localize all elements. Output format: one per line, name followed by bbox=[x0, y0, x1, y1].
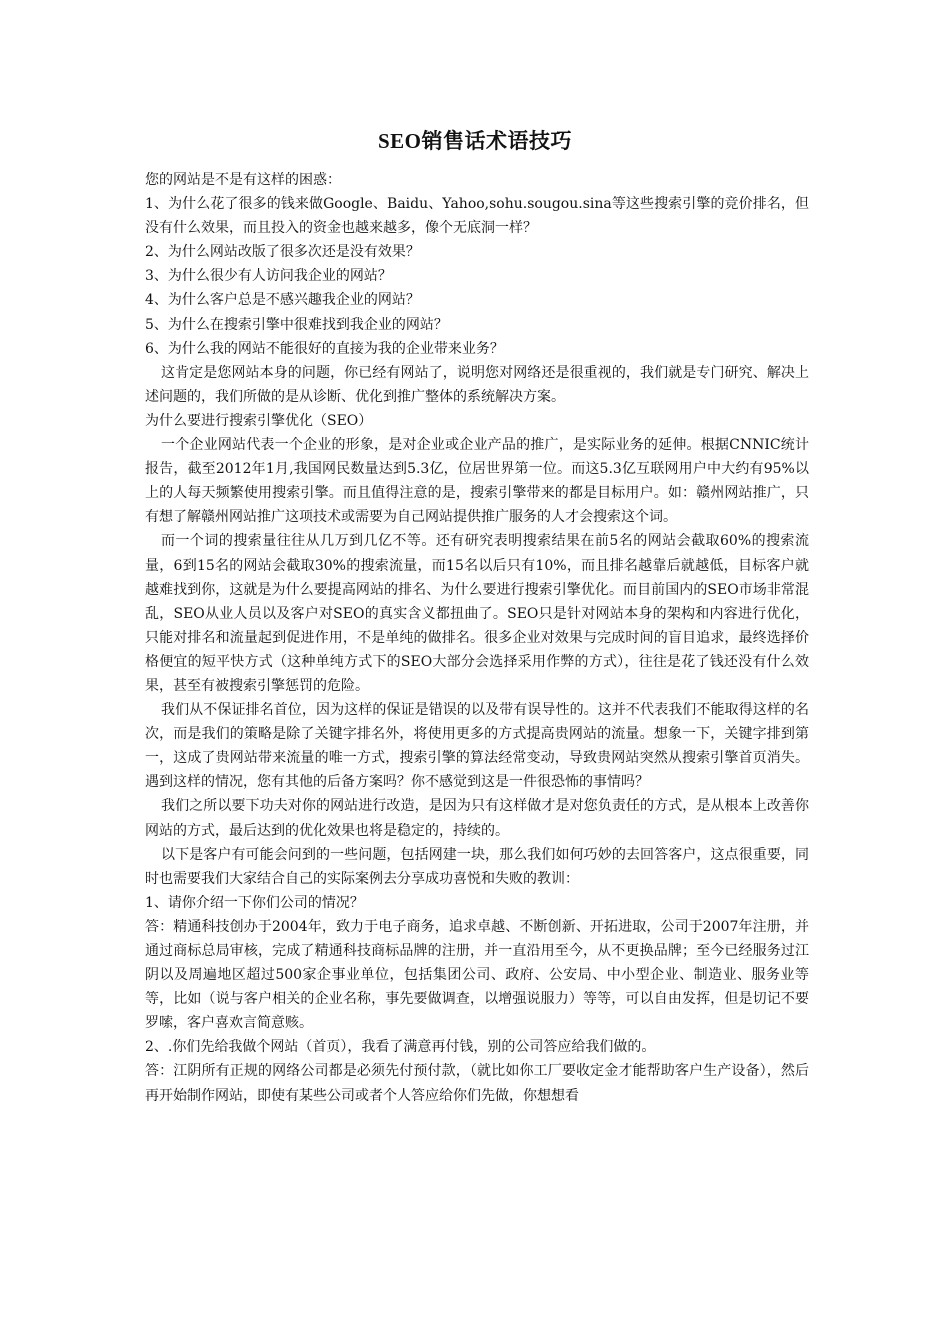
paragraph: 以下是客户有可能会问到的一些问题，包括网建一块，那么我们如何巧妙的去回答客户，这点很重要，同时也需要我们大家结合自己的实际案例去分享成功喜悦和失败的教训： bbox=[145, 846, 809, 887]
paragraph: 为什么要进行搜索引擎优化（SEO） bbox=[145, 412, 373, 429]
paragraph: 答：精通科技创办于2004年，致力于电子商务，追求卓越、不断创新、开拓进取，公司于2007年注册，并通过商标总局审核，完成了精通科技商标品牌的注册，并一直沿用至今，从不更换品牌；至今已经服务过江阴以及周遍地区超过500家企事业单位，包括集团公司、政府、公安局、中小型企业、制造业、服务业等等，比如（说与客户相关的企业名称，事先要做调查，以增强说服力）等等，可以自由发挥，但是切记不要罗嗦，客户喜欢言简意赅。 bbox=[145, 918, 809, 1032]
paragraph: 3、为什么很少有人访问我企业的网站？ bbox=[145, 268, 392, 285]
paragraph: 4、为什么客户总是不感兴趣我企业的网站？ bbox=[145, 292, 420, 309]
paragraph: 5、为什么在搜索引擎中很难找到我企业的网站？ bbox=[145, 316, 448, 333]
paragraph: 1、请你介绍一下你们公司的情况？ bbox=[145, 894, 364, 911]
paragraph: 6、为什么我的网站不能很好的直接为我的企业带来业务？ bbox=[145, 340, 504, 357]
paragraph: 2、.你们先给我做个网站（首页），我看了满意再付钱，别的公司答应给我们做的。 bbox=[145, 1039, 656, 1056]
paragraph: 您的网站是不是有这样的困惑： bbox=[145, 172, 341, 188]
document-body bbox=[145, 168, 809, 1108]
document-title: SEO销售话术语技巧 bbox=[377, 129, 573, 153]
paragraph: 一个企业网站代表一个企业的形象，是对企业或企业产品的推广，是实际业务的延伸。根据CNNIC统计报告，截至2012年1月,我国网民数量达到5.3亿，位居世界第一位。而这5.3亿互联网用户中大约有95%以上的人每天频繁使用搜索引擎。而且值得注意的是，搜索引擎带来的都是目标用户。如：赣州网站推广，只有想了解赣州网站推广这项技术或需要为自己网站提供推广服务的人才会搜索这个词。 bbox=[145, 437, 809, 526]
paragraph: 这肯定是您网站本身的问题，你已经有网站了，说明您对网络还是很重视的，我们就是专门研究、解决上述问题的，我们所做的是从诊断、优化到推广整体的系统解决方案。 bbox=[145, 364, 809, 405]
paragraph: 我们之所以要下功夫对你的网站进行改造，是因为只有这样做才是对您负责任的方式，是从根本上改善你网站的方式，最后达到的优化效果也将是稳定的，持续的。 bbox=[145, 798, 809, 839]
paragraph: 1、为什么花了很多的钱来做Google、Baidu、Yahoo,sohu.sougou.sina等这些搜索引擎的竞价排名，但没有什么效果，而且投入的资金也越来越多，像个无底洞一样？ bbox=[145, 196, 809, 237]
paragraph: 答：江阴所有正规的网络公司都是必须先付预付款，（就比如你工厂要收定金才能帮助客户生产设备），然后再开始制作网站，即使有某些公司或者个人答应给你们先做，你想想看 bbox=[145, 1063, 809, 1104]
paragraph: 我们从不保证排名首位，因为这样的保证是错误的以及带有误导性的。这并不代表我们不能取得这样的名次，而是我们的策略是除了关键字排名外，将使用更多的方式提高贵网站的流量。想象一下，关键字排到第一，这成了贵网站带来流量的唯一方式，搜索引擎的算法经常变动，导致贵网站突然从搜索引擎首页消失。遇到这样的情况，您有其他的后备方案吗？你不感觉到这是一件很恐怖的事情吗？ bbox=[145, 702, 809, 791]
paragraph: 2、为什么网站改版了很多次还是没有效果？ bbox=[145, 244, 420, 261]
paragraph: 而一个词的搜索量往往从几万到几亿不等。还有研究表明搜索结果在前5名的网站会截取60%的搜索流量，6到15名的网站会截取30%的搜索流量，而15名以后只有10%，而且排名越靠后就越低，目标客户就越难找到你，这就是为什么要提高网站的排名、为什么要进行搜索引擎优化。而目前国内的SEO市场非常混乱，SEO从业人员以及客户对SEO的真实含义都扭曲了。SEO只是针对网站本身的架构和内容进行优化，只能对排名和流量起到促进作用，不是单纯的做排名。很多企业对效果与完成时间的盲目追求，最终选择价格便宜的短平快方式（这种单纯方式下的SEO大部分会选择采用作弊的方式），往往是花了钱还没有什么效果，甚至有被搜索引擎惩罚的危险。 bbox=[145, 533, 809, 694]
